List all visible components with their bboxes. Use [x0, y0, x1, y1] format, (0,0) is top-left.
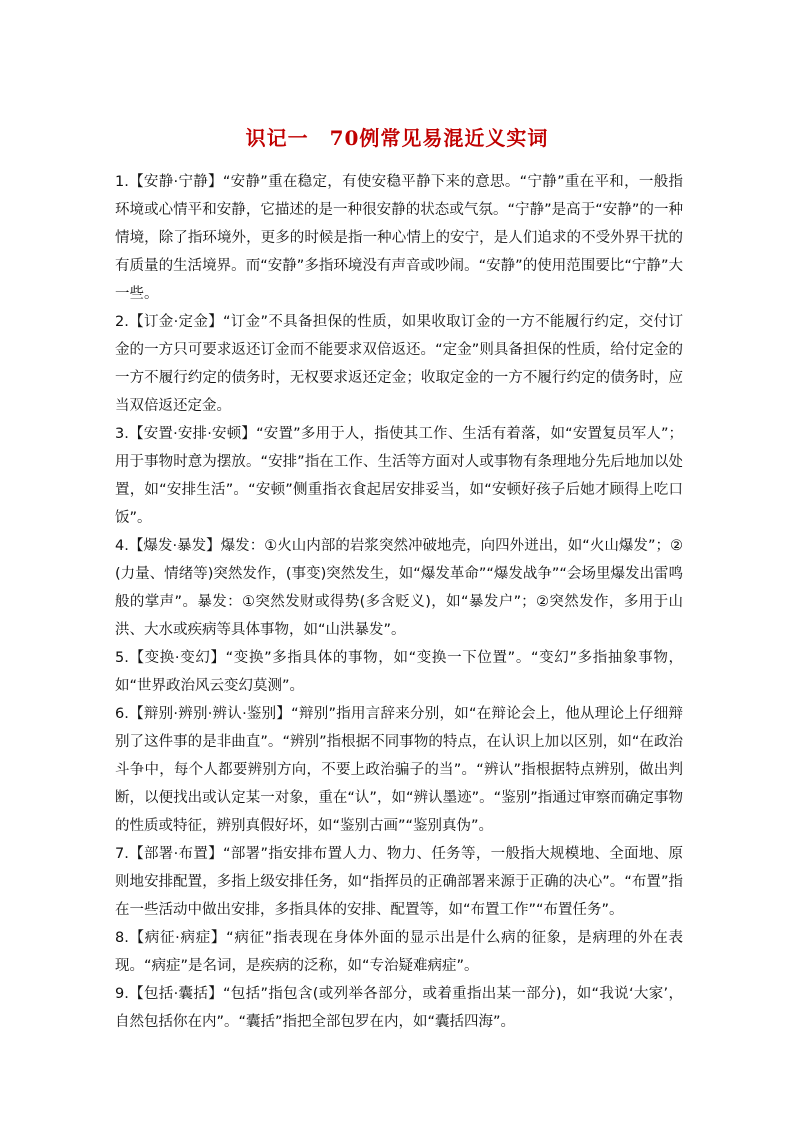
entry-7: 7.【部署·布置】“部署”指安排布置人力、物力、任务等，一般指大规模地、全面地、原则地安排配置，多指上级安排任务，如“指挥员的正确部署来源于正确的决心”。“布置”指在一些活动中做出安排，多指具体的安排、配置等，如“布置工作”“布置任务”。 [115, 846, 683, 918]
entry-5: 5.【变换·变幻】“变换”多指具体的事物，如“变换一下位置”。“变幻”多指抽象事物，如“世界政治风云变幻莫测”。 [115, 650, 683, 694]
entry-8: 8.【病征·病症】“病征”指表现在身体外面的显示出是什么病的征象，是病理的外在表现。“病症”是名词，是疾病的泛称，如“专治疑难病症”。 [115, 930, 683, 974]
content-body [115, 168, 683, 1036]
entry-1: 1.【安静·宁静】“安静”重在稳定，有使安稳平静下来的意思。“宁静”重在平和，一般指环境或心情平和安静，它描述的是一种很安静的状态或气氛。“宁静”是高于“安静”的一种情境，除了指环境外，更多的时候是指一种心情上的安宁，是人们追求的不受外界干扰的有质量的生活境界。而“安静”多指环境没有声音或吵闹。“安静”的使用范围要比“宁静”大一些。 [115, 174, 683, 302]
page-title: 识记一 70例常见易混近义实词 [245, 126, 549, 150]
entry-6: 6.【辩别·辨别·辨认·鉴别】“辩别”指用言辞来分别，如“在辩论会上，他从理论上仔细辩别了这件事的是非曲直”。“辨别”指根据不同事物的特点，在认识上加以区别，如“在政治斗争中，每个人都要辨别方向，不要上政治骗子的当”。“辨认”指根据特点辨别，做出判断，以便找出或认定某一对象，重在“认”，如“辨认墨迹”。“鉴别”指通过审察而确定事物的性质或特征，辨别真假好坏，如“鉴别古画”“鉴别真伪”。 [115, 706, 683, 834]
entry-3: 3.【安置·安排·安顿】“安置”多用于人，指使其工作、生活有着落，如“安置复员军人”；用于事物时意为摆放。“安排”指在工作、生活等方面对人或事物有条理地分先后地加以处置，如“安排生活”。“安顿”侧重指衣食起居安排妥当，如“安顿好孩子后她才顾得上吃口饭”。 [115, 426, 683, 526]
entry-4: 4.【爆发·暴发】爆发：①火山内部的岩浆突然冲破地壳，向四外迸出，如“火山爆发”；②(力量、情绪等)突然发作，(事变)突然发生，如“爆发革命”“爆发战争”“会场里爆发出雷鸣般的掌声”。暴发：①突然发财或得势(多含贬义)，如“暴发户”；②突然发作，多用于山洪、大水或疾病等具体事物，如“山洪暴发”。 [115, 538, 683, 638]
entry-2: 2.【订金·定金】“订金”不具备担保的性质，如果收取订金的一方不能履行约定，交付订金的一方只可要求返还订金而不能要求双倍返还。“定金”则具备担保的性质，给付定金的一方不履行约定的债务时，无权要求返还定金；收取定金的一方不履行约定的债务时，应当双倍返还定金。 [115, 314, 683, 414]
entry-9: 9.【包括·囊括】“包括”指包含(或列举各部分，或着重指出某一部分)，如“我说‘大家’，自然包括你在内”。“囊括”指把全部包罗在内，如“囊括四海”。 [115, 986, 683, 1030]
